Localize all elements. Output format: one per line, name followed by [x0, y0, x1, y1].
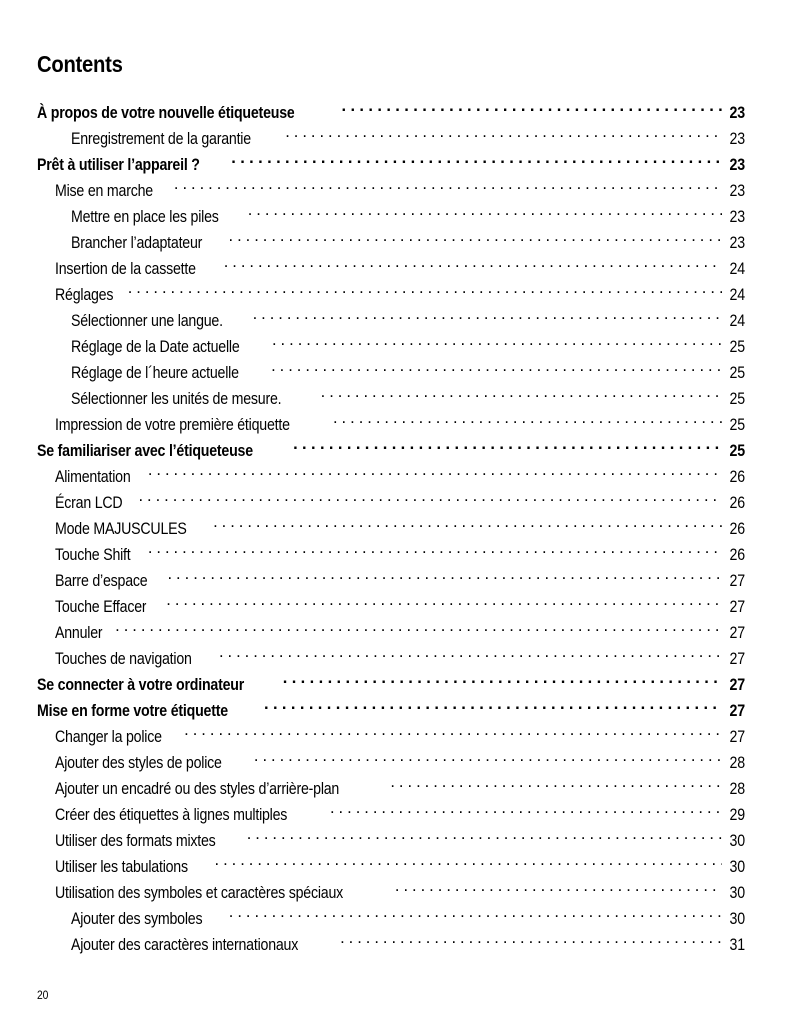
- toc-entry-page-number: 25: [729, 364, 745, 382]
- toc-entry-label: Créer des étiquettes à lignes multiples: [55, 806, 288, 824]
- toc-dot-leader: [321, 378, 722, 404]
- toc-entry-page-number: 30: [729, 910, 745, 928]
- toc-entry-page-number: 23: [729, 234, 745, 252]
- toc-entry-page-number: 26: [729, 468, 745, 486]
- toc-dot-leader: [271, 352, 722, 378]
- toc-entry-label: Écran LCD: [55, 494, 123, 512]
- toc-entry-page-number: 27: [729, 650, 745, 668]
- toc-dot-leader: [340, 924, 722, 950]
- toc-dot-leader: [128, 274, 722, 300]
- toc-dot-leader: [174, 170, 722, 196]
- toc-entry-label: Se familiariser avec l’étiqueteuse: [37, 442, 253, 460]
- toc-entry-page-number: 24: [729, 312, 745, 330]
- toc-dot-leader: [184, 716, 722, 742]
- toc-dot-leader: [293, 430, 722, 456]
- toc-entry-label: Barre d’espace: [55, 572, 148, 590]
- toc-entry-label: Mettre en place les piles: [71, 208, 219, 226]
- toc-entry-page-number: 27: [729, 728, 745, 746]
- toc-entry-page-number: 25: [729, 338, 745, 356]
- toc-entry-label: Touche Effacer: [55, 598, 147, 616]
- toc-dot-leader: [229, 898, 722, 924]
- toc-entry-page-number: 24: [729, 260, 745, 278]
- toc-entry-label: Se connecter à votre ordinateur: [37, 676, 245, 694]
- toc-entry-page-number: 23: [729, 130, 745, 148]
- toc-dot-leader: [283, 664, 722, 690]
- toc-dot-leader: [248, 196, 722, 222]
- toc-entry-label: Réglage de l´heure actuelle: [71, 364, 239, 382]
- toc-dot-leader: [148, 456, 722, 482]
- toc-entry-label: Ajouter un encadré ou des styles d’arrière-plan: [55, 780, 340, 798]
- toc-entry-page-number: 31: [729, 936, 745, 954]
- toc-entry-label: Annuler: [55, 624, 103, 642]
- table-of-contents: [0, 92, 802, 954]
- toc-entry-page-number: 28: [729, 754, 745, 772]
- toc-entry[interactable]: [0, 612, 802, 642]
- toc-dot-leader: [231, 144, 722, 170]
- toc-entry-label: Mode MAJUSCULES: [55, 520, 187, 538]
- toc-entry-page-number: 29: [729, 806, 745, 824]
- toc-entry-page-number: 30: [729, 884, 745, 902]
- toc-entry-page-number: 23: [729, 104, 745, 122]
- page-title: Contents: [37, 51, 123, 77]
- toc-entry-label: Sélectionner une langue.: [71, 312, 223, 330]
- toc-entry-label: Réglage de la Date actuelle: [71, 338, 240, 356]
- toc-entry-page-number: 23: [729, 208, 745, 226]
- toc-entry[interactable]: [0, 92, 802, 122]
- toc-dot-leader: [254, 742, 722, 768]
- toc-entry[interactable]: [0, 300, 802, 330]
- toc-entry-label: Utiliser les tabulations: [55, 858, 188, 876]
- toc-dot-leader: [333, 404, 722, 430]
- toc-entry-page-number: 30: [729, 832, 745, 850]
- toc-entry-label: Mise en forme votre étiquette: [37, 702, 228, 720]
- toc-entry-label: Ajouter des styles de police: [55, 754, 222, 772]
- toc-dot-leader: [219, 638, 722, 664]
- toc-entry-label: Touches de navigation: [55, 650, 192, 668]
- toc-entry-label: Ajouter des caractères internationaux: [71, 936, 299, 954]
- toc-entry-label: Touche Shift: [55, 546, 131, 564]
- toc-entry-label: Sélectionner les unités de mesure.: [71, 390, 282, 408]
- toc-dot-leader: [215, 846, 723, 872]
- toc-entry-label: Changer la police: [55, 728, 162, 746]
- toc-entry-page-number: 27: [729, 702, 745, 720]
- toc-entry[interactable]: [0, 638, 802, 668]
- toc-dot-leader: [253, 300, 722, 326]
- toc-entry-page-number: 25: [729, 442, 745, 460]
- toc-entry-label: Alimentation: [55, 468, 131, 486]
- toc-dot-leader: [167, 560, 722, 586]
- toc-entry-label: Utilisation des symboles et caractères spéciaux: [55, 884, 344, 902]
- toc-dot-leader: [395, 872, 722, 898]
- toc-entry-label: Ajouter des symboles: [71, 910, 203, 928]
- toc-dot-leader: [224, 248, 722, 274]
- toc-entry-label: À propos de votre nouvelle étiqueteuse: [37, 104, 295, 122]
- toc-entry-page-number: 27: [729, 624, 745, 642]
- toc-entry-label: Insertion de la cassette: [55, 260, 196, 278]
- toc-entry-page-number: 24: [729, 286, 745, 304]
- toc-dot-leader: [115, 612, 722, 638]
- toc-dot-leader: [247, 820, 722, 846]
- toc-dot-leader: [390, 768, 722, 794]
- toc-entry-page-number: 23: [729, 182, 745, 200]
- page-number-folio: 20: [37, 988, 49, 1002]
- toc-entry-page-number: 30: [729, 858, 745, 876]
- toc-entry-label: Enregistrement de la garantie: [71, 130, 251, 148]
- toc-entry-page-number: 28: [729, 780, 745, 798]
- toc-entry-label: Prêt à utiliser l’appareil ?: [37, 156, 200, 174]
- toc-entry-page-number: 23: [729, 156, 745, 174]
- toc-dot-leader: [229, 222, 722, 248]
- toc-dot-leader: [285, 118, 722, 144]
- toc-dot-leader: [138, 482, 722, 508]
- toc-entry-page-number: 27: [729, 676, 745, 694]
- toc-dot-leader: [264, 690, 722, 716]
- toc-entry-label: Réglages: [55, 286, 114, 304]
- toc-dot-leader: [330, 794, 722, 820]
- toc-dot-leader: [213, 508, 722, 534]
- toc-entry-label: Brancher l’adaptateur: [71, 234, 203, 252]
- toc-entry-page-number: 26: [729, 494, 745, 512]
- toc-dot-leader: [148, 534, 722, 560]
- toc-dot-leader: [341, 92, 722, 118]
- toc-entry-page-number: 26: [729, 520, 745, 538]
- toc-dot-leader: [272, 326, 722, 352]
- toc-entry-page-number: 27: [729, 572, 745, 590]
- toc-entry-page-number: 25: [729, 390, 745, 408]
- toc-entry-page-number: 26: [729, 546, 745, 564]
- toc-entry-page-number: 27: [729, 598, 745, 616]
- toc-entry-label: Mise en marche: [55, 182, 153, 200]
- toc-dot-leader: [166, 586, 722, 612]
- toc-entry-label: Impression de votre première étiquette: [55, 416, 290, 434]
- toc-entry-page-number: 25: [729, 416, 745, 434]
- toc-entry-label: Utiliser des formats mixtes: [55, 832, 216, 850]
